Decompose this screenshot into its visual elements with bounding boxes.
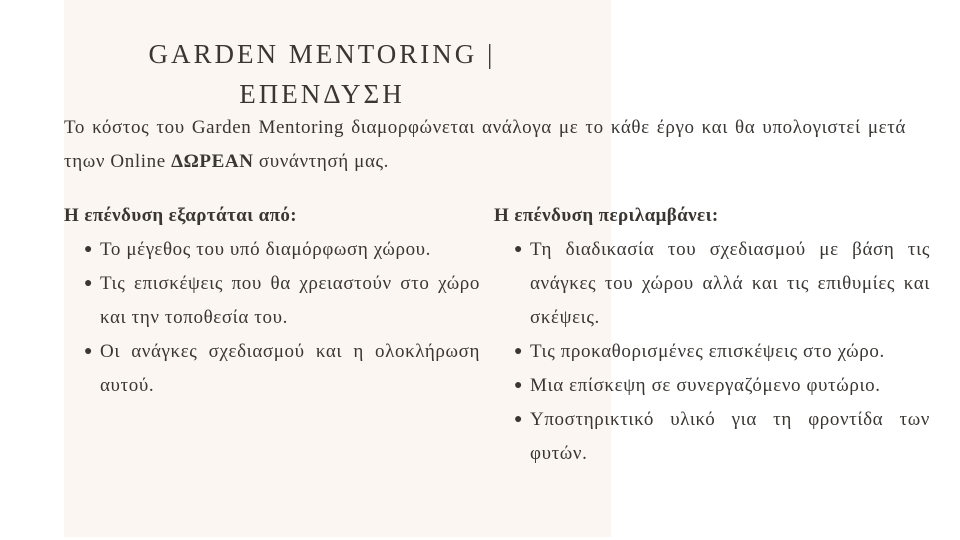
bullet-icon: ● (514, 242, 524, 257)
list-item (64, 335, 480, 403)
list-item (64, 267, 480, 335)
list-item (64, 233, 480, 267)
bullet-icon: ● (84, 242, 94, 257)
intro-paragraph (64, 111, 906, 179)
list-item-text: Τις προκαθορισμένες επισκέψεις στο χώρο. (530, 341, 885, 362)
list-item-text: Υποστηρικτικό υλικό για τη φροντίδα των φυτών. (530, 409, 930, 464)
bullet-icon: ● (514, 344, 524, 359)
right-column-heading: Η επένδυση περιλαμβάνει: (494, 205, 719, 226)
list-item-text: Τη διαδικασία του σχεδιασμού με βάση τις ανάγκες του χώρου αλλά και τις επιθυμίες και σκέψεις. (530, 239, 930, 328)
bullet-icon: ● (514, 412, 524, 427)
list-item-text: Μια επίσκεψη σε συνεργαζόμενο φυτώριο. (530, 375, 881, 396)
bullet-icon: ● (514, 378, 524, 393)
list-item-text: Το μέγεθος του υπό διαμόρφωση χώρου. (100, 239, 432, 260)
left-column-heading: Η επένδυση εξαρτάται από: (64, 205, 298, 226)
intro-text-after: συνάντησή μας. (253, 151, 389, 172)
right-column (494, 199, 930, 471)
list-item (494, 403, 930, 471)
intro-bold-text: ΔΩΡΕΑΝ (171, 151, 254, 172)
bullet-icon: ● (84, 344, 94, 359)
list-item (494, 369, 930, 403)
list-item (494, 233, 930, 335)
slide-title: GARDEN MENTORING | ΕΠΕΝΔΥΣΗ (148, 39, 496, 109)
bullet-icon: ● (84, 276, 94, 291)
list-item-text: Τις επισκέψεις που θα χρειαστούν στο χώρο και την τοποθεσία του. (100, 273, 480, 328)
left-bullet-list (64, 233, 480, 403)
intro-text-before: Το κόστος του Garden Mentoring διαμορφώνεται ανάλογα με το κάθε έργο και θα υπολογιστεί μετά τηων Online (64, 117, 906, 172)
left-column (64, 199, 480, 403)
list-item (494, 335, 930, 369)
right-bullet-list (494, 233, 930, 471)
list-item-text: Οι ανάγκες σχεδιασμού και η ολοκλήρωση αυτού. (100, 341, 480, 396)
